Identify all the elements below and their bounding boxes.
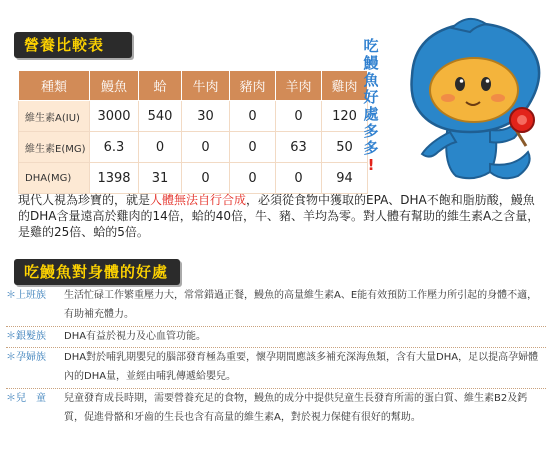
table-cell: 0 xyxy=(182,163,230,194)
slogan-char: 鰻 xyxy=(363,54,379,72)
table-header-row xyxy=(19,71,368,101)
benefit-text: 生活忙碌工作繁重壓力大，常常錯過正餐，鰻魚的高量維生素A、E能有效預防工作壓力所引起的身體不適，有助補充體力。 xyxy=(64,290,538,320)
slogan-vertical-text xyxy=(352,38,390,174)
table-cell: 0 xyxy=(276,101,322,132)
table-cell: 0 xyxy=(182,132,230,163)
benefit-item-office-workers xyxy=(6,286,546,327)
table-cell: 0 xyxy=(139,132,182,163)
benefits-section-title: 吃鰻魚對身體的好處 xyxy=(14,259,180,285)
benefit-label: ＊兒 童 xyxy=(6,393,46,404)
table-cell: 94 xyxy=(322,163,368,194)
row-label: 維生素A(IU) xyxy=(19,101,90,132)
slogan-char: 好 xyxy=(363,88,379,106)
slogan-char: 魚 xyxy=(363,71,379,89)
table-header-cell: 種類 xyxy=(19,71,90,101)
slogan-char: 多 xyxy=(363,122,379,140)
row-label: 維生素E(MG) xyxy=(19,132,90,163)
intro-highlight: 人體無法自行合成 xyxy=(150,193,247,207)
table-header-cell: 牛肉 xyxy=(182,71,230,101)
benefit-text: 兒童發育成長時期，需要營養充足的食物，鰻魚的成分中提供兒童生長發育所需的蛋白質、維生素B2及鈣質，促進骨骼和牙齒的生長也含有高量的維生素A，對於視力保健有很好的幫助。 xyxy=(64,393,528,423)
intro-text: ，必須從食物中獲取的EPA、DHA不飽和脂肪酸，鰻魚的DHA含量遠高於雞肉的14倍，蛤的40倍，牛、豬、羊均為零。對人體有幫助的維生素A之含量，是雞的25倍、蛤的5倍。 xyxy=(18,193,540,239)
benefit-label: ＊銀髮族 xyxy=(6,331,46,342)
table-cell: 0 xyxy=(230,101,276,132)
table-header-cell: 雞肉 xyxy=(322,71,368,101)
slogan-char: ! xyxy=(367,156,375,174)
benefit-label: ＊上班族 xyxy=(6,290,46,301)
table-cell: 6.3 xyxy=(90,132,139,163)
intro-text: 現代人視為珍寶的，就是 xyxy=(18,193,151,207)
eel-mascot-illustration xyxy=(390,14,550,186)
table-header-cell: 羊肉 xyxy=(276,71,322,101)
nutrition-comparison-table xyxy=(18,70,368,194)
table-cell: 120 xyxy=(322,101,368,132)
table-cell: 50 xyxy=(322,132,368,163)
slogan-char: 處 xyxy=(363,105,379,123)
benefit-text: DHA對於哺乳期嬰兒的腦部發育極為重要，懷孕期間應該多補充深海魚類，含有大量DHA，足以提高孕婦體內的DHA量，並經由哺乳傳遞給嬰兒。 xyxy=(64,352,539,382)
row-label: DHA(MG) xyxy=(19,163,90,194)
benefit-label: ＊孕婦族 xyxy=(6,352,46,363)
intro-paragraph xyxy=(18,192,546,240)
table-row xyxy=(19,101,368,132)
slogan-char: 吃 xyxy=(363,37,379,55)
table-cell: 0 xyxy=(276,163,322,194)
benefit-item-seniors xyxy=(6,327,546,348)
table-cell: 540 xyxy=(139,101,182,132)
table-header-cell: 豬肉 xyxy=(230,71,276,101)
benefit-item-pregnant-women xyxy=(6,348,546,389)
benefit-item-children xyxy=(6,389,546,429)
table-row xyxy=(19,163,368,194)
table-header-cell: 鰻魚 xyxy=(90,71,139,101)
table-header-cell: 蛤 xyxy=(139,71,182,101)
slogan-char: 多 xyxy=(363,139,379,157)
table-cell: 0 xyxy=(230,163,276,194)
table-cell: 31 xyxy=(139,163,182,194)
benefit-text: DHA有益於視力及心血管功能。 xyxy=(64,331,207,342)
table-cell: 1398 xyxy=(90,163,139,194)
table-cell: 63 xyxy=(276,132,322,163)
table-cell: 30 xyxy=(182,101,230,132)
table-cell: 0 xyxy=(230,132,276,163)
nutrition-section-title: 營養比較表 xyxy=(14,32,132,58)
table-cell: 3000 xyxy=(90,101,139,132)
table-row xyxy=(19,132,368,163)
